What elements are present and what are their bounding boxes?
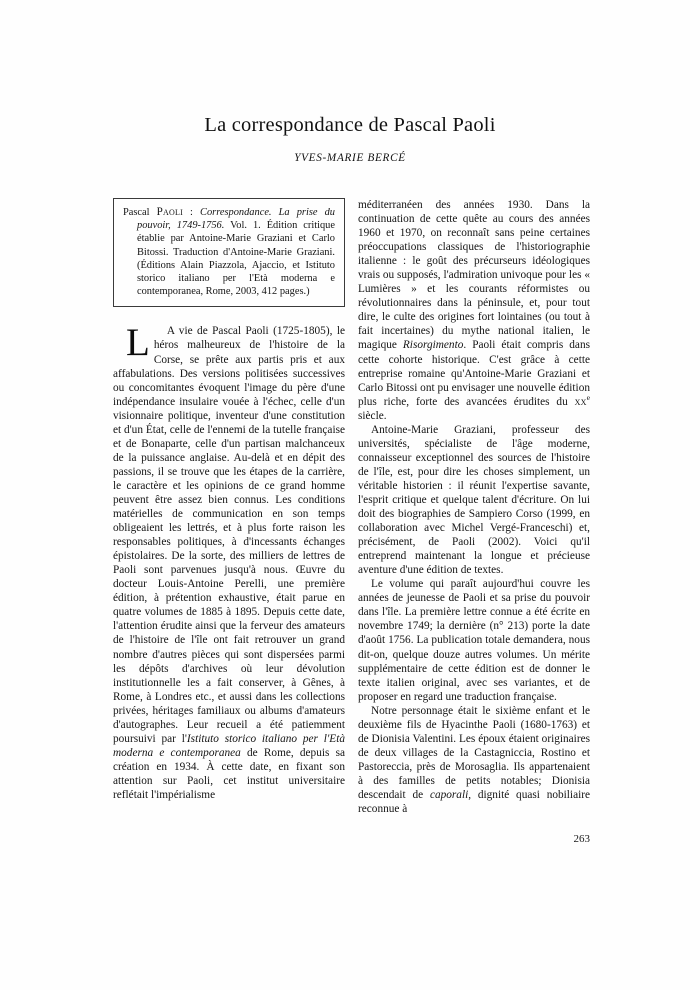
paragraph-text-cont: . Paoli était compris dans cette cohorte historique. C'est grâce à cette entreprise romaine qu'Antoine-Marie Graziani et Carlo Bitossi ont pu envisager une nouvelle édition plus riche, forte des avancées érudites du: [358, 339, 590, 408]
body-paragraph: [358, 704, 590, 816]
paragraph-text: Notre personnage était le sixième enfant et le deuxième fils de Hyacinthe Paoli (1680-1763) et de Dionisia Valentini. Les époux étaient originaires de deux villages de la Castagniccia, Rostino et Pastoreccia, près de Morosaglia. Ils appartenaient à des familles de petits notables; Dionisia descendait de: [358, 704, 590, 801]
reference-author: Pascal: [123, 207, 157, 218]
reference-separator: :: [182, 207, 201, 218]
century-ordinal-superscript: e: [586, 392, 590, 402]
caporali-italic: caporali: [429, 788, 469, 801]
page-number: 263: [573, 833, 590, 845]
risorgimento-italic: Risorgimento: [402, 339, 464, 352]
paragraph-text-cont: , dignité quasi nobiliaire reconnue à: [358, 788, 590, 816]
author-byline: YVES-MARIE BERCÉ: [294, 152, 406, 164]
paragraph-text-end: siècle.: [358, 409, 387, 422]
paragraph-text: méditerranéen des années 1930. Dans la continuation de cette quête au cours des années 1960 et 1970, on reconnaît sans peine certaines préoccupations classiques de l'historiographie italienne : le goût des précurseurs idéologiques vrais ou supposés, l'admiration univoque pour les « Lumières » et les courants réformistes ou révolutionnaires dans la péninsule, et, pour tout dire, le culte des origines fort lointaines (ou tout à fait incertaines) du mythe national italien, le magique: [358, 199, 590, 352]
body-paragraph: Antoine-Marie Graziani, professeur des universités, spécialiste de l'âge moderne, connaisseur exceptionnel des sources de l'histoire de l'île, est, pour dire les choses simplement, un véritable historien : il réunit l'expertise savante, l'esprit critique et quelque talent d'écriture. On lui doit des biographies de Sampiero Corso (1999, en collaboration avec Michel Vergé-Franceschi) et, précisément, de Paoli (2002). Voici qu'il entreprend maintenant la longue et précieuse aventure d'une édition de textes.: [358, 423, 590, 577]
drop-cap-letter: L: [126, 321, 150, 365]
reference-work-title: Correspondance. La prise du pouvoir, 1749-1756.: [137, 207, 335, 232]
column-left: [113, 198, 345, 802]
column-right: [358, 198, 590, 816]
page-title: La correspondance de Pascal Paoli: [204, 113, 496, 136]
paragraph-text-cont: de Rome, depuis sa création en 1934. À cette date, en fixant son attention sur Paoli, cet institut universitaire reflétait l'impérialisme: [113, 746, 345, 801]
paragraph-text: A vie de Pascal Paoli (1725-1805), le héros malheureux de l'histoire de la Corse, se prête aux partis pris et aux affabulations. Des versions politisées successives ou concomitantes évoquent l'image du père d'une indépendance insulaire vouée à l'échec, celle d'un visionnaire politique, inventeur d'une constitution et d'un État, celle de l'ennemi de la tutelle française et de Bonaparte, celle d'un partisan malchanceux de la puissance anglaise. Au-delà et en dépit des passions, il se trouve que les étapes de la carrière, le caractère et les opinions de ce grand homme peuvent être assez bien connus. Les conditions matérielles de communication en son temps obligeaient les lettrés, et à plus forte raison les responsables politiques, à d'incessants échanges épistolaires. De la sorte, des milliers de lettres de Paoli sont parvenues jusqu'à nous. Œuvre du docteur Louis-Antoine Perelli, une première édition, à prétention exhaustive, était parue en quatre volumes de 1885 à 1895. Depuis cette date, l'attention érudite ainsi que la ferveur des amateurs de l'histoire de l'île ont fait retrouver un grand nombre d'autres pièces qui sont dispersées parmi les dépôts d'archives où leur dévolution institutionnelle les a fait conserver, à Gênes, à Rome, à Londres etc., et aussi dans les collections privées, héritages familiaux ou albums d'amateurs d'autographes. Leur recueil a été patiemment poursuivi par l': [113, 325, 345, 745]
bibliographic-reference-box: [113, 198, 345, 307]
century-smallcaps: xx: [574, 395, 587, 408]
body-paragraph: [113, 321, 345, 802]
reference-author-surname: Paoli: [156, 206, 183, 218]
institute-name-italic: Istituto storico italiano per l'Età moderna e contemporanea: [113, 732, 345, 759]
body-paragraph: [358, 198, 590, 423]
body-paragraph: Le volume qui paraît aujourd'hui couvre les années de jeunesse de Paoli et sa prise du pouvoir dans l'île. La première lettre connue a été écrite en novembre 1749; la dernière (n° 213) porte la date d'août 1756. La publication totale demandera, nous dit-on, quelque douze autres volumes. Un mérite supplémentaire de cette édition est de donner le texte italien original, avec ses variantes, et de proposer en regard une traduction française.: [358, 578, 590, 703]
reference-details: Vol. 1. Édition critique établie par Antoine-Marie Graziani et Carlo Bitossi. Traduction d'Antoine-Marie Graziani. (Éditions Alain Piazzola, Ajaccio, et Istituto storico italiano per l'Età moderna e contemporanea, Rome, 2003, 412 pages.): [137, 220, 335, 298]
